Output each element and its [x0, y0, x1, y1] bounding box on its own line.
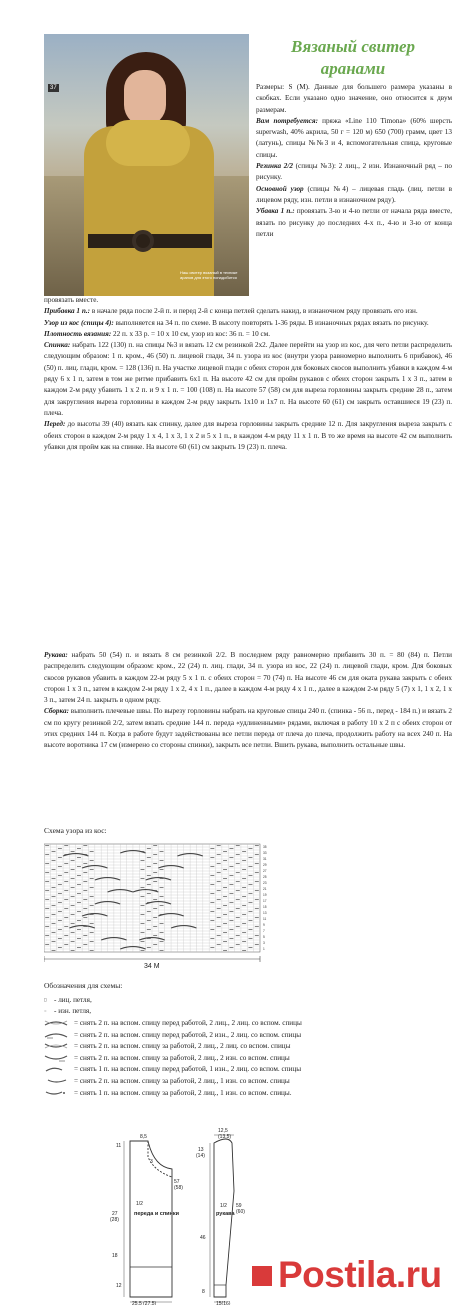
- increase-text: в начале ряда после 2-й п. и перед 2-й с конца петлей сделать накид, в изнаночном ряду провязать его изн.: [90, 307, 418, 316]
- legend-text: = снять 2 п. на вспом. спицу перед работой, 2 изн., 2 лиц. со вспом. спицы: [74, 1030, 302, 1039]
- gauge-text: 22 п. х 33 р. = 10 х 10 см, узор из кос: 36 п. = 10 см.: [111, 329, 271, 338]
- dim-59: 59: [236, 1203, 242, 1209]
- sleeve-text: набрать 50 (54) п. и вязать 8 см резинкой 2/2. В последнем ряду равномерно прибавить 30 п. = 80 (84) п. Петли распределить следующим образом: кром., 22 (24) п. лиц. глади, 34 п. узора из кос, 22 (24) п. лицевой глади, кром. Для боковых скосов рукавов убавить в каждом 22-м ряду 5 х 1 п. с обеих сторон = 70 (74) п. На высоте 46 см для окатa рукава закрыть с обеих сторон 1 х 3 п., затем в каждом 2-м ряду 1 х 2, 4 х 1 п., далее в каждом 4-м ряду 4 х 1 п., далее в каждом 2-м ряду 5 (7) х 1, 1 х 2, 1 х 3 п., затем 24 п. закрыть в одном ряду.: [44, 651, 452, 705]
- instructions-text-1: [44, 295, 452, 453]
- front-label: Перед:: [44, 420, 66, 429]
- cable-cross-front-icon: [44, 1019, 68, 1027]
- postila-logo-text: Postila.ru: [278, 1254, 442, 1295]
- materials-text: пряжа «Line 110 Timona» (60% шерсть superwash, 40% акрила, 50 г = 120 м) 650 (700) грамм, цвет 13 (латунь), спицы №№3 и 4, вспомогательная спица, круговые спицы.: [256, 116, 452, 159]
- main-pattern-paragraph: [256, 184, 452, 207]
- postila-logo-icon: [252, 1266, 272, 1286]
- chart-grid: [44, 844, 260, 952]
- model-photo: [44, 34, 249, 296]
- materials-label: Вам потребуется:: [256, 116, 318, 125]
- legend-title: Обозначения для схемы:: [44, 981, 123, 990]
- photo-collar: [106, 120, 190, 166]
- legend-text: - изн. петля,: [54, 1007, 92, 1016]
- cable-1-front-icon: [44, 1065, 68, 1073]
- chart-row-number: 17: [263, 898, 267, 903]
- legend-item: [44, 1006, 454, 1018]
- chart-row-number: 9: [263, 922, 265, 927]
- decrease-paragraph: [256, 206, 452, 240]
- dim-46: 46: [200, 1235, 206, 1241]
- cable-cross-back-purl-icon: [44, 1054, 68, 1062]
- chart-row-number: 31: [263, 856, 267, 861]
- legend-text: = снять 2 п. на вспом. спицу перед работой, 2 лиц., 2 лиц. со вспом. спицы: [74, 1018, 302, 1027]
- chart-row-number: 7: [263, 928, 265, 933]
- dim-18: 18: [112, 1253, 118, 1259]
- chart-row-number: 29: [263, 862, 267, 867]
- main-pattern-text: (спицы №4) – лицевая гладь (лиц. петли в лицевом ряду, изн. петли в изнаночном ряду).: [256, 184, 453, 204]
- cable-paragraph: [44, 318, 452, 329]
- legend-item: [44, 1040, 454, 1052]
- chart-row-number: 13: [263, 910, 267, 915]
- legend-text: - лиц. петля,: [54, 995, 92, 1004]
- instructions-text-2: [44, 650, 452, 752]
- dim-8: 8: [202, 1289, 205, 1295]
- cable-label: Узор из кос (спицы 4):: [44, 318, 114, 327]
- dim-15: 15(16): [216, 1301, 231, 1305]
- chart-width-bracket: [44, 956, 260, 962]
- assembly-text: выполнить плечевые швы. По вырезу горловины набрать на круговые спицы 240 п. (спинка - 56 п., перед - 184 п.) и вязать 2 см по кругу резинкой 2/2, затем вязать средние 144 п. переда «удлиненными» рядами, включая в работу 10 х 2 п с обеих сторон от этих средних 144 п. Когда в работе будут задействованы все петли переда от плеча до плеча, продолжить работу на всех 240 п. На высоте воротника 17 см (измерено со стороны спинки), закрыть все петли. Вшить рукава, выполнить остальные швы.: [44, 707, 452, 750]
- intro-text: [256, 82, 452, 240]
- chart-row-number: 15: [263, 904, 267, 909]
- rib-label: Резинка 2/2: [256, 162, 293, 171]
- chart-row-numbers: [263, 845, 267, 951]
- assembly-label: Сборка:: [44, 707, 69, 716]
- chart-row-number: 19: [263, 892, 267, 897]
- main-pattern-label: Основной узор: [256, 184, 304, 193]
- cable-cross-back-icon: [44, 1042, 68, 1050]
- dim-13-5: (13,5): [218, 1134, 232, 1140]
- sleeve-piece: [214, 1139, 234, 1297]
- back-paragraph: [44, 340, 452, 419]
- photo-page-badge: 37: [50, 85, 57, 91]
- garment-pattern: [110, 1127, 270, 1305]
- purl-stitch-icon: [44, 1007, 52, 1015]
- dim-58: (58): [174, 1185, 183, 1191]
- chart-row-number: 11: [263, 916, 267, 921]
- increase-label: Прибавка 1 п.:: [44, 307, 91, 316]
- legend: [44, 994, 454, 1098]
- chart-row-number: 5: [263, 934, 265, 939]
- decrease-text: провязать 3-ю и 4-ю петли от начала ряда вместе, вязать по рисунку до последних 4-х п., 4-ю и 3-ю от конца петли: [256, 207, 452, 238]
- back-text: набрать 122 (130) п. на спицы №3 и вязать 12 см резинкой 2х2. Далее перейти на узор из кос, для чего петли распределить следующим образом: 1 п. кром., 46 (50) п. лицевой глади, 34 п. узора из кос (внутри узора равномерно выполнить 6 прибавок), 46 (50) п. лиц. глади, кром. = 128 (136) п. На участке лицевой глади с обеих сторон для боковых скосов выполнить убавки в каждом 4-м ряду 6 х 1 п, затем в том же ритме прибавить 6х1 п. На высоте 42 см для пройм рукавов с обеих сторон закрыть 1 х 3 п., затем в каждом 2-м ряду убавить 1 х 2 п. и 9 х 1 п. = 100 (108) п. На высоте 57 (58) см для выреза горловины закрыть средние 28 п., затем для закругления выреза горловины в каждом 2-м ряду закрыть 1х10 и 1х7 п. На высоте 60 (61) см закрыть оставшиеся 19 (23) п. плеча.: [44, 341, 452, 417]
- dim-12: 12: [116, 1283, 122, 1289]
- legend-item: [44, 1064, 454, 1076]
- dim-width: 25,5 (27,5): [132, 1301, 157, 1305]
- dim-14: (14): [196, 1153, 205, 1159]
- photo-face: [124, 70, 166, 126]
- dim-57: 57: [174, 1179, 180, 1185]
- cable-1-back-icon: [44, 1089, 68, 1097]
- decrease-label: Убавка 1 п.:: [256, 207, 295, 216]
- title-line-2: аранами: [320, 59, 386, 78]
- decrease-continued: провязать вместе.: [44, 296, 99, 304]
- sizes-paragraph: Размеры: S (M). Данные для большего размера указаны в скобках. Если указано одно значение, оно относится к двум размерам.: [256, 83, 452, 114]
- knit-stitch-icon: [44, 996, 52, 1004]
- increase-paragraph: [44, 306, 452, 317]
- legend-item: [44, 1017, 454, 1029]
- dimension-lines: [124, 1135, 234, 1302]
- legend-text: = снять 2 п. на вспом. спицу за работой, 2 лиц., 1 изн. со вспом. спицы: [74, 1076, 290, 1085]
- dim-11: 11: [116, 1143, 122, 1149]
- chart-row-number: 33: [263, 850, 267, 855]
- photo-buckle: [132, 230, 154, 252]
- back-label: Спинка:: [44, 341, 71, 350]
- gauge-label: Плотность вязания:: [44, 329, 112, 338]
- dim-3: 3: [150, 1159, 153, 1165]
- legend-item: [44, 1052, 454, 1064]
- legend-item: [44, 1087, 454, 1099]
- chart-row-number: 1: [263, 946, 265, 951]
- schema-title: Схема узора из кос:: [44, 826, 107, 835]
- dim-8-5: 8,5: [140, 1134, 147, 1140]
- front-back-label: переда и спинки: [134, 1211, 180, 1217]
- page-title: [258, 36, 448, 80]
- postila-watermark: [250, 1252, 460, 1302]
- gauge-paragraph: [44, 329, 452, 340]
- sleeve-paragraph: [44, 650, 452, 706]
- dim-12-5: 12,5: [218, 1128, 228, 1134]
- sleeve-label: Рукава:: [44, 651, 68, 659]
- materials-paragraph: [256, 116, 452, 161]
- legend-item: [44, 994, 454, 1006]
- dim-60: (60): [236, 1209, 245, 1215]
- legend-item: [44, 1075, 454, 1087]
- chart-width-label: 34 М: [144, 963, 160, 970]
- assembly-paragraph: [44, 706, 452, 751]
- chart-row-number: 25: [263, 874, 267, 879]
- chart-row-number: 21: [263, 886, 267, 891]
- chart-row-number: 35: [263, 844, 267, 849]
- dim-28: (28): [110, 1217, 119, 1223]
- legend-item: [44, 1029, 454, 1041]
- chart-row-number: 27: [263, 868, 267, 873]
- legend-text: = снять 1 п. на вспом. спицу за работой, 2 лиц., 1 изн. со вспом. спицы.: [74, 1088, 292, 1097]
- legend-text: = снять 2 п. на вспом. спицу за работой, 2 лиц., 2 изн. со вспом. спицы: [74, 1053, 290, 1062]
- chart-row-number: 23: [263, 880, 267, 885]
- legend-text: = снять 1 п. на вспом. спицу перед работой, 1 изн., 2 лиц. со вспом. спицы: [74, 1065, 302, 1074]
- cable-2-back-icon: [44, 1077, 68, 1085]
- sleeve-half: 1/2: [220, 1203, 227, 1209]
- cable-cross-front-purl-icon: [44, 1031, 68, 1039]
- front-paragraph: [44, 419, 452, 453]
- rib-text: (спицы №3): 2 лиц., 2 изн. Изнаночный ряд – по рисунку.: [256, 162, 452, 182]
- front-half: 1/2: [136, 1201, 143, 1207]
- chart-row-number: 3: [263, 940, 265, 945]
- cable-chart: [44, 840, 274, 970]
- rib-paragraph: [256, 161, 452, 184]
- dim-27: 27: [112, 1211, 118, 1217]
- photo-caption: Наш свитер вязаный в технике аранов для этого понадобится: [180, 270, 238, 280]
- dim-13: 13: [198, 1147, 204, 1153]
- front-text: до высоты 39 (40) вязать как спинку, далее для выреза горловины закрыть средние 12 п. Для закругления выреза закрыть с обеих сторон в каждом 2-м ряду 1 х 4, 1 х 3, 1 х 2 и 5 х 1 п., в каждом 4-м ряду 11 х 1 п. В то же время на высоте 42 см выполнить убавки для пройм как на спинке. На высоте 60 (61) см закрыть 19 (23) п. плеча.: [44, 420, 452, 451]
- cable-text: выполняется на 34 п. по схеме. В высоту повторять 1-36 ряды. В изнаночных рядах вязать по рисунку.: [113, 318, 429, 327]
- sleeve-label: рукава: [216, 1211, 235, 1217]
- title-line-1: Вязаный свитер: [290, 37, 415, 56]
- legend-text: = снять 2 п. на вспом. спицу за работой, 2 лиц., 2 лиц. со вспом. спицы: [74, 1042, 291, 1051]
